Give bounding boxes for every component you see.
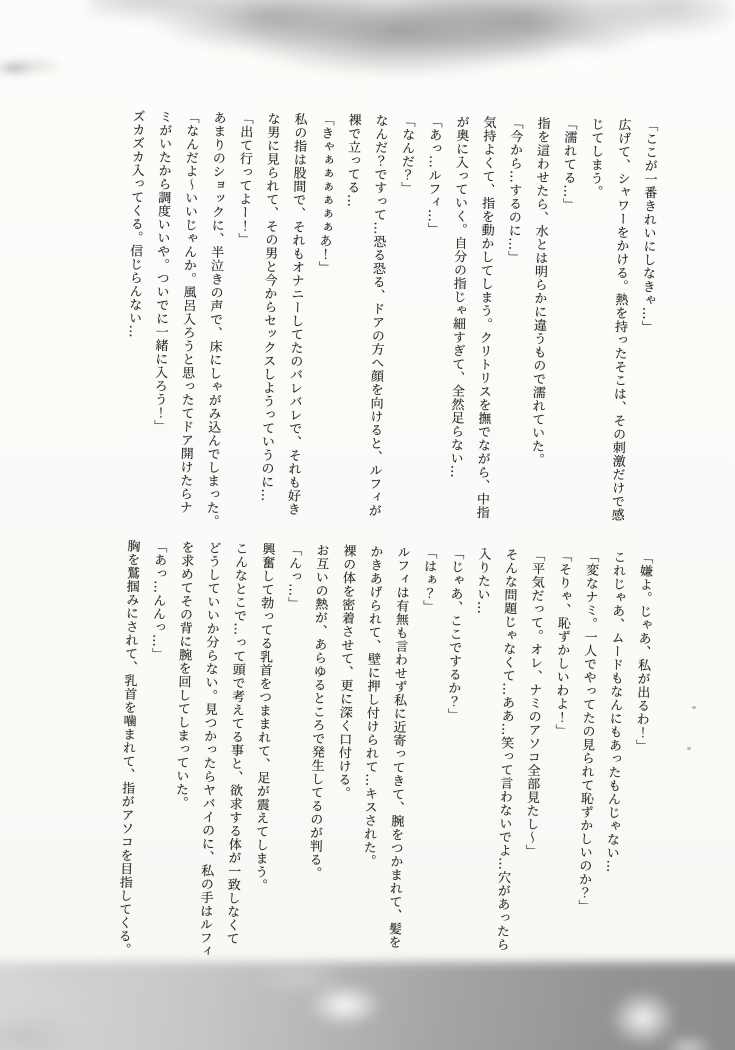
text-column: が奥に入っていく。自分の指じゃ細すぎて、全然足らない… — [447, 115, 469, 479]
text-column: 指を這わせたら、水とは明らかに違うもので濡れていた。 — [528, 116, 550, 467]
bottom-scan-smudge — [0, 962, 735, 1050]
text-column: 「平気だって。オレ、ナミのアソコ全部見たし〜」 — [522, 548, 545, 858]
text-column: 「なんだ？」 — [398, 114, 415, 196]
text-column: 興奮して勃ってる乳首をつままれて、足が震えてしまう。 — [251, 542, 275, 893]
text-column: 「なんだよ〜いいじゃんか。風呂入ろうと思ったてドア開けたらナ — [176, 110, 199, 515]
text-column: 「濡れてる…」 — [559, 116, 577, 212]
text-column: どうしていいか分らない。見つかったらヤバイのに、私の手はルフィ — [196, 540, 221, 959]
text-column: 「きゃぁぁぁぁぁぁあ！」 — [315, 112, 334, 275]
left-edge-scan-smudge — [0, 52, 64, 84]
text-column: 胸を鷲掴みにされて、乳首を噛まれて、指がアソコを目指してくる。 — [115, 539, 140, 957]
text-column: を求めてその背に腕を回してしまっていた。 — [172, 540, 194, 810]
text-column: ルフィは有無も言わせず私に近寄ってきて、腕をつかまれて、髪を — [385, 545, 410, 949]
text-column: 「今から…するのに…」 — [505, 116, 523, 265]
upper-text-block — [116, 109, 663, 538]
text-column: こんなとこで…って頭で考えてる事と、欲求する体が一致しなくて — [223, 541, 248, 946]
text-column: お互いの熱が、あらゆるところで発生してるのが判る。 — [306, 543, 329, 880]
text-column: ズカズカ入ってくる。信じらんない… — [125, 109, 145, 339]
text-column: 気持よくて、指を動かしてしまう。クリトリスを撫でながら、中指 — [473, 115, 496, 520]
text-column: な男に見られて、その男と今からセックスしようっていうのに… — [257, 111, 280, 503]
scan-speck — [692, 706, 696, 709]
text-column: そんな問題じゃなくて…ああ…笑って言わないでよ…穴があったら — [493, 547, 518, 952]
text-column: 「んっ…」 — [285, 542, 302, 611]
text-column: 「ここが一番きれいにしなきゃ…」 — [638, 118, 658, 334]
text-column: 「じゃあ、ここでするか？」 — [444, 546, 464, 722]
text-column: 「はぁ？」 — [420, 545, 437, 614]
text-column: これじゃあ、ムードもなんにもあったもんじゃない… — [603, 550, 626, 874]
text-column: 「出て行ってよー！」 — [235, 111, 253, 247]
text-column: あまりのショックに、半泣きの声で、床にしゃがみ込んでしまった。 — [203, 110, 226, 528]
text-column: 広げて、シャワーをかける。熱を持ったそこは、その刺激だけで感 — [608, 117, 631, 522]
text-column: 裸で立ってる… — [344, 113, 361, 208]
text-column: 「嫌よ。じゃあ、私が出るわ！」 — [632, 550, 653, 753]
text-column: 「変なナミ。一人でやってたの見られて恥ずかしいのか？」 — [575, 549, 599, 913]
lower-text-block — [109, 539, 658, 959]
text-column: ミがいたから調度いいや。ついでに一緒に入ろう！」 — [151, 109, 172, 433]
text-column: 「あっ…ルフィ…」 — [424, 114, 442, 236]
text-column: かきあげられて、壁に押し付けられて…キスされた。 — [360, 544, 383, 868]
text-column: なんだ？ですって…恐る恐る、ドアの方へ顔を向けると、ルフィが — [365, 113, 388, 518]
text-column: じてしまう。 — [587, 117, 604, 199]
text-column: 「そりゃ、恥ずかしいわよ！」 — [552, 548, 572, 738]
top-scan-smudge — [88, 0, 733, 92]
scan-speck — [687, 747, 691, 750]
text-column: 入りたい… — [474, 547, 491, 615]
text-column: 裸の体を密着させて、更に深く口付ける。 — [334, 543, 356, 800]
text-column: 私の指は股間で、それもオナニーしてたのバレバレで、それも好き — [284, 112, 307, 516]
text-column: 「あっ…んんっ…」 — [148, 539, 167, 662]
